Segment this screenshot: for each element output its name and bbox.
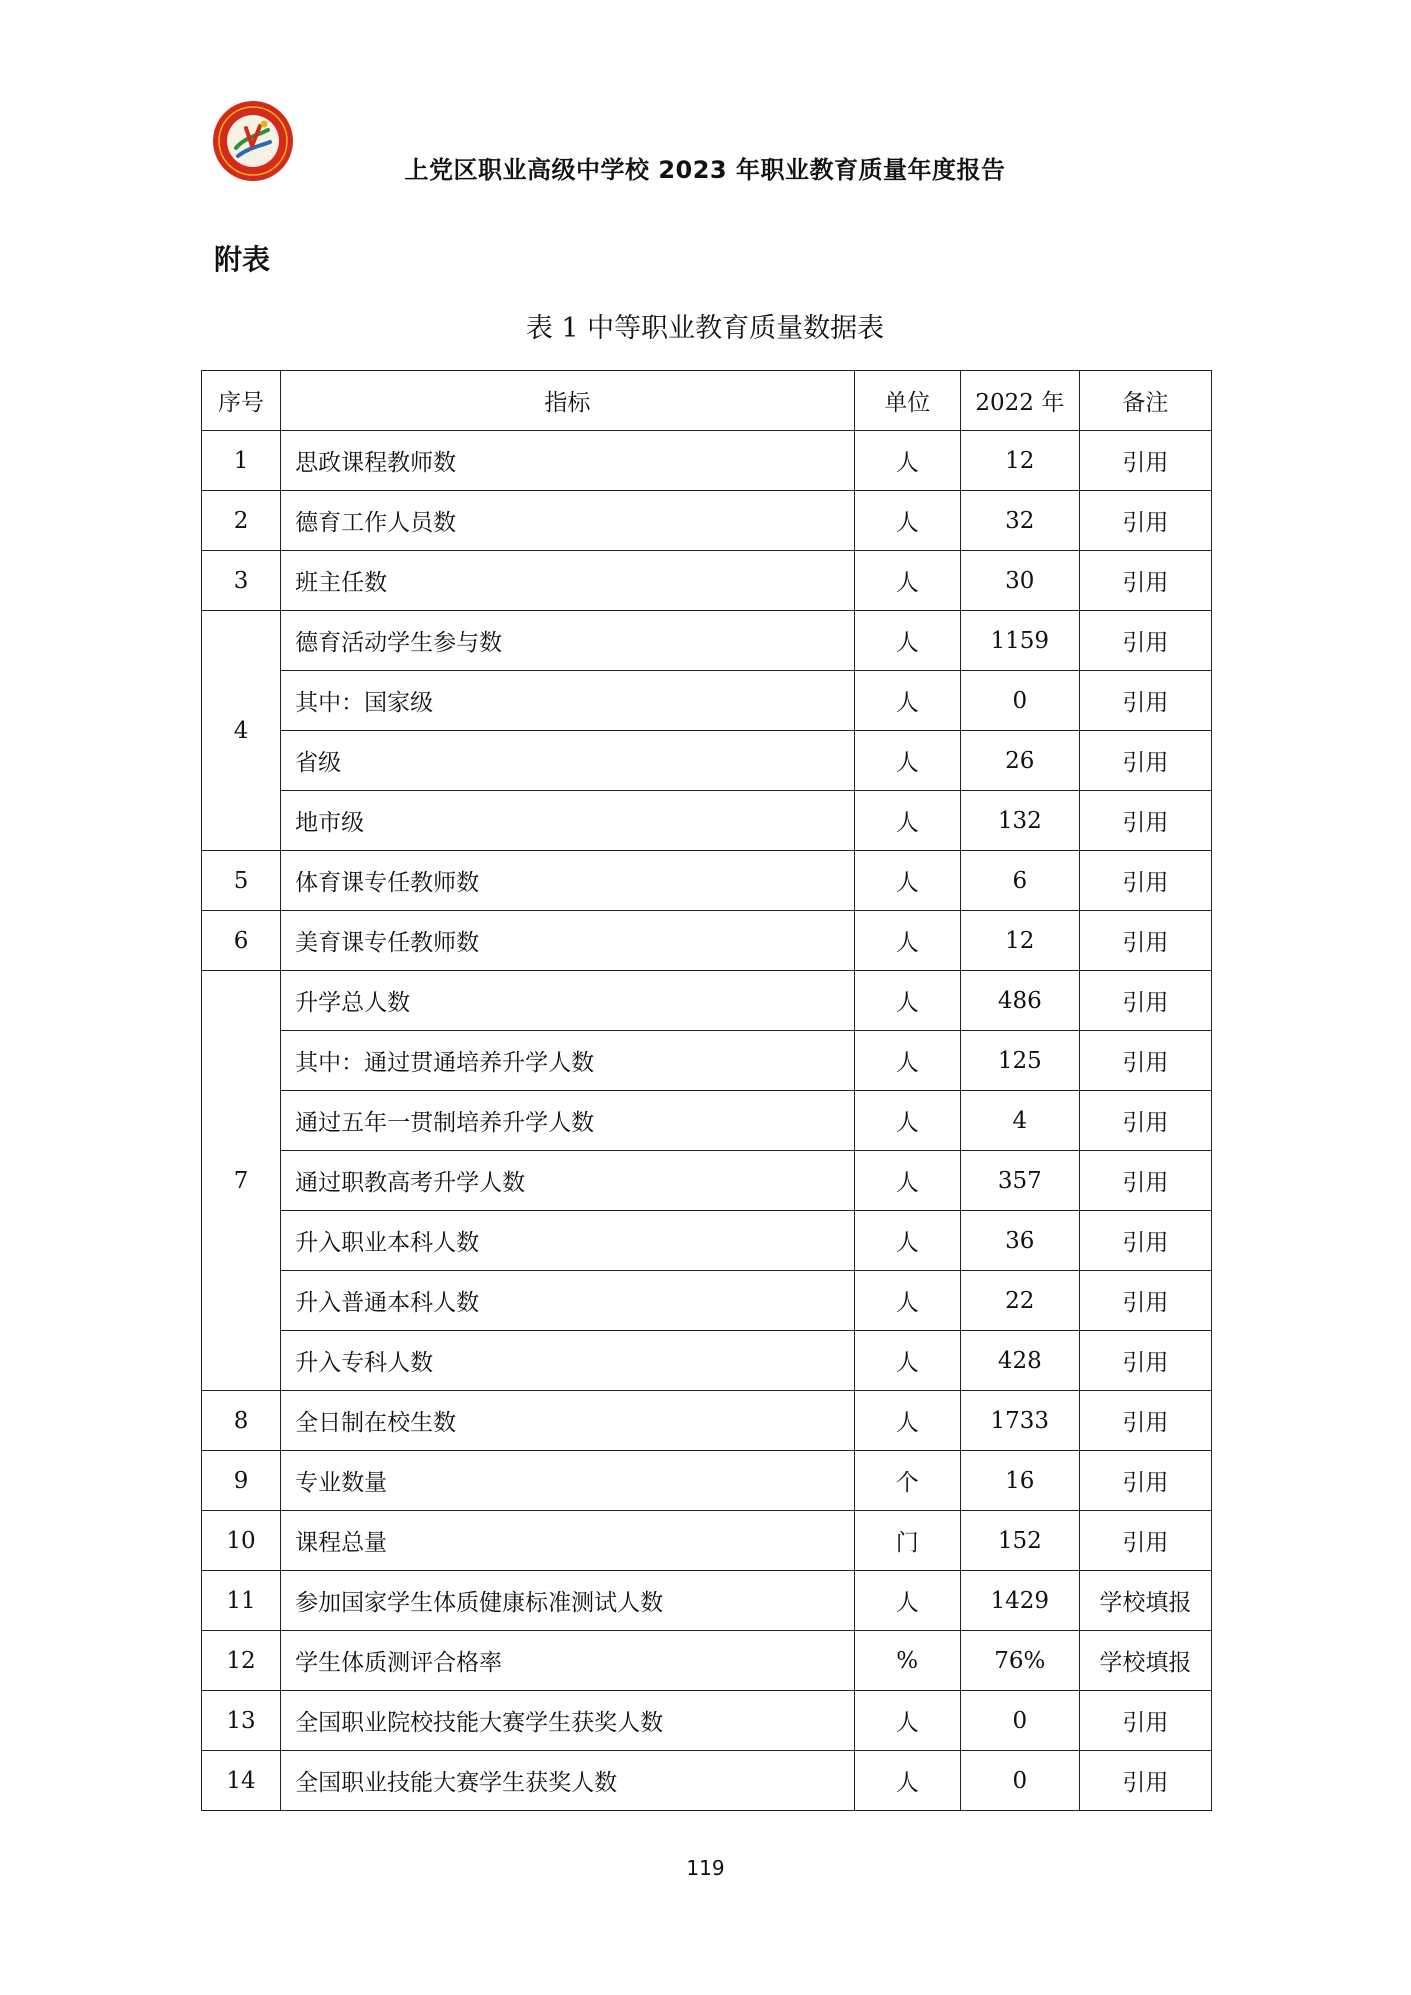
cell-seq: 14 xyxy=(202,1751,281,1811)
cell-indicator: 其中：通过贯通培养升学人数 xyxy=(281,1031,855,1091)
table-row xyxy=(202,551,1212,611)
cell-value: 30 xyxy=(960,551,1079,611)
cell-indicator: 全日制在校生数 xyxy=(281,1391,855,1451)
quality-data-table xyxy=(201,370,1212,1811)
cell-seq: 11 xyxy=(202,1571,281,1631)
cell-unit: 人 xyxy=(854,671,960,731)
cell-unit: 人 xyxy=(854,1091,960,1151)
cell-value: 357 xyxy=(960,1151,1079,1211)
cell-value: 4 xyxy=(960,1091,1079,1151)
cell-value: 0 xyxy=(960,1691,1079,1751)
cell-value: 1429 xyxy=(960,1571,1079,1631)
cell-indicator: 升入职业本科人数 xyxy=(281,1211,855,1271)
cell-indicator: 其中：国家级 xyxy=(281,671,855,731)
table-row xyxy=(202,671,1212,731)
cell-unit: 人 xyxy=(854,1211,960,1271)
cell-indicator: 德育活动学生参与数 xyxy=(281,611,855,671)
cell-indicator: 地市级 xyxy=(281,791,855,851)
cell-indicator: 通过五年一贯制培养升学人数 xyxy=(281,1091,855,1151)
cell-unit: 人 xyxy=(854,1331,960,1391)
cell-unit: 人 xyxy=(854,611,960,671)
cell-indicator: 专业数量 xyxy=(281,1451,855,1511)
cell-value: 125 xyxy=(960,1031,1079,1091)
table-row xyxy=(202,611,1212,671)
cell-note: 引用 xyxy=(1079,1331,1211,1391)
cell-indicator: 全国职业技能大赛学生获奖人数 xyxy=(281,1751,855,1811)
table-row xyxy=(202,971,1212,1031)
cell-indicator: 升入普通本科人数 xyxy=(281,1271,855,1331)
cell-note: 引用 xyxy=(1079,1691,1211,1751)
header-cell-note: 备注 xyxy=(1079,371,1211,431)
cell-unit: 人 xyxy=(854,731,960,791)
cell-unit: 人 xyxy=(854,1691,960,1751)
cell-unit: 人 xyxy=(854,911,960,971)
cell-note: 引用 xyxy=(1079,671,1211,731)
document-header-title: 上党区职业高级中学校 2023 年职业教育质量年度报告 xyxy=(404,156,1006,184)
cell-note: 学校填报 xyxy=(1079,1631,1211,1691)
table-header-row xyxy=(202,371,1212,431)
table-row xyxy=(202,731,1212,791)
cell-value: 1733 xyxy=(960,1391,1079,1451)
cell-indicator: 德育工作人员数 xyxy=(281,491,855,551)
cell-seq: 7 xyxy=(202,971,281,1391)
cell-value: 76% xyxy=(960,1631,1079,1691)
table-row xyxy=(202,1091,1212,1151)
cell-note: 学校填报 xyxy=(1079,1571,1211,1631)
cell-note: 引用 xyxy=(1079,731,1211,791)
cell-note: 引用 xyxy=(1079,911,1211,971)
cell-unit: 人 xyxy=(854,971,960,1031)
cell-seq: 12 xyxy=(202,1631,281,1691)
cell-note: 引用 xyxy=(1079,971,1211,1031)
cell-note: 引用 xyxy=(1079,1091,1211,1151)
cell-seq: 3 xyxy=(202,551,281,611)
cell-note: 引用 xyxy=(1079,1211,1211,1271)
cell-value: 6 xyxy=(960,851,1079,911)
cell-indicator: 美育课专任教师数 xyxy=(281,911,855,971)
header-cell-seq: 序号 xyxy=(202,371,281,431)
cell-unit: 人 xyxy=(854,1571,960,1631)
cell-note: 引用 xyxy=(1079,1391,1211,1451)
header-cell-unit: 单位 xyxy=(854,371,960,431)
cell-value: 16 xyxy=(960,1451,1079,1511)
cell-value: 36 xyxy=(960,1211,1079,1271)
table-row xyxy=(202,1511,1212,1571)
cell-note: 引用 xyxy=(1079,1151,1211,1211)
cell-indicator: 升入专科人数 xyxy=(281,1331,855,1391)
cell-indicator: 班主任数 xyxy=(281,551,855,611)
cell-seq: 2 xyxy=(202,491,281,551)
cell-note: 引用 xyxy=(1079,1031,1211,1091)
cell-note: 引用 xyxy=(1079,611,1211,671)
cell-seq: 4 xyxy=(202,611,281,851)
cell-unit: 个 xyxy=(854,1451,960,1511)
cell-unit: 人 xyxy=(854,491,960,551)
cell-unit: 人 xyxy=(854,1031,960,1091)
header-cell-indicator: 指标 xyxy=(281,371,855,431)
cell-seq: 6 xyxy=(202,911,281,971)
table-row xyxy=(202,1631,1212,1691)
table-row xyxy=(202,1211,1212,1271)
table-row xyxy=(202,1031,1212,1091)
cell-note: 引用 xyxy=(1079,1271,1211,1331)
table-row xyxy=(202,1151,1212,1211)
cell-value: 12 xyxy=(960,431,1079,491)
table-body xyxy=(202,431,1212,1811)
table-row xyxy=(202,1751,1212,1811)
cell-indicator: 体育课专任教师数 xyxy=(281,851,855,911)
cell-seq: 10 xyxy=(202,1511,281,1571)
cell-unit: 人 xyxy=(854,1391,960,1451)
cell-unit: 人 xyxy=(854,551,960,611)
cell-value: 26 xyxy=(960,731,1079,791)
cell-value: 152 xyxy=(960,1511,1079,1571)
cell-note: 引用 xyxy=(1079,1751,1211,1811)
cell-indicator: 升学总人数 xyxy=(281,971,855,1031)
table-row xyxy=(202,431,1212,491)
cell-value: 32 xyxy=(960,491,1079,551)
cell-indicator: 参加国家学生体质健康标准测试人数 xyxy=(281,1571,855,1631)
cell-indicator: 省级 xyxy=(281,731,855,791)
cell-indicator: 全国职业院校技能大赛学生获奖人数 xyxy=(281,1691,855,1751)
cell-unit: 人 xyxy=(854,431,960,491)
table-row xyxy=(202,1331,1212,1391)
table-row xyxy=(202,911,1212,971)
cell-seq: 13 xyxy=(202,1691,281,1751)
table-title: 表 1 中等职业教育质量数据表 xyxy=(525,313,885,344)
cell-value: 428 xyxy=(960,1331,1079,1391)
section-heading: 附表 xyxy=(214,243,271,276)
cell-note: 引用 xyxy=(1079,1451,1211,1511)
cell-value: 22 xyxy=(960,1271,1079,1331)
cell-value: 0 xyxy=(960,671,1079,731)
cell-note: 引用 xyxy=(1079,1511,1211,1571)
table-row xyxy=(202,791,1212,851)
cell-value: 486 xyxy=(960,971,1079,1031)
cell-seq: 1 xyxy=(202,431,281,491)
cell-unit: 门 xyxy=(854,1511,960,1571)
cell-value: 1159 xyxy=(960,611,1079,671)
cell-note: 引用 xyxy=(1079,791,1211,851)
header-cell-year: 2022 年 xyxy=(960,371,1079,431)
cell-unit: 人 xyxy=(854,1751,960,1811)
cell-seq: 5 xyxy=(202,851,281,911)
cell-unit: 人 xyxy=(854,1151,960,1211)
cell-value: 0 xyxy=(960,1751,1079,1811)
table-row xyxy=(202,1271,1212,1331)
cell-value: 132 xyxy=(960,791,1079,851)
cell-indicator: 学生体质测评合格率 xyxy=(281,1631,855,1691)
cell-indicator: 通过职教高考升学人数 xyxy=(281,1151,855,1211)
cell-unit: 人 xyxy=(854,851,960,911)
cell-seq: 8 xyxy=(202,1391,281,1451)
cell-value: 12 xyxy=(960,911,1079,971)
table-row xyxy=(202,1691,1212,1751)
cell-unit: 人 xyxy=(854,791,960,851)
table-row xyxy=(202,1391,1212,1451)
cell-seq: 9 xyxy=(202,1451,281,1511)
cell-note: 引用 xyxy=(1079,851,1211,911)
table-row xyxy=(202,851,1212,911)
table-row xyxy=(202,1451,1212,1511)
table-row xyxy=(202,491,1212,551)
cell-indicator: 课程总量 xyxy=(281,1511,855,1571)
cell-note: 引用 xyxy=(1079,431,1211,491)
cell-indicator: 思政课程教师数 xyxy=(281,431,855,491)
cell-note: 引用 xyxy=(1079,491,1211,551)
table-row xyxy=(202,1571,1212,1631)
cell-note: 引用 xyxy=(1079,551,1211,611)
cell-unit: 人 xyxy=(854,1271,960,1331)
cell-unit: % xyxy=(854,1631,960,1691)
page-number: 119 xyxy=(686,1856,725,1880)
